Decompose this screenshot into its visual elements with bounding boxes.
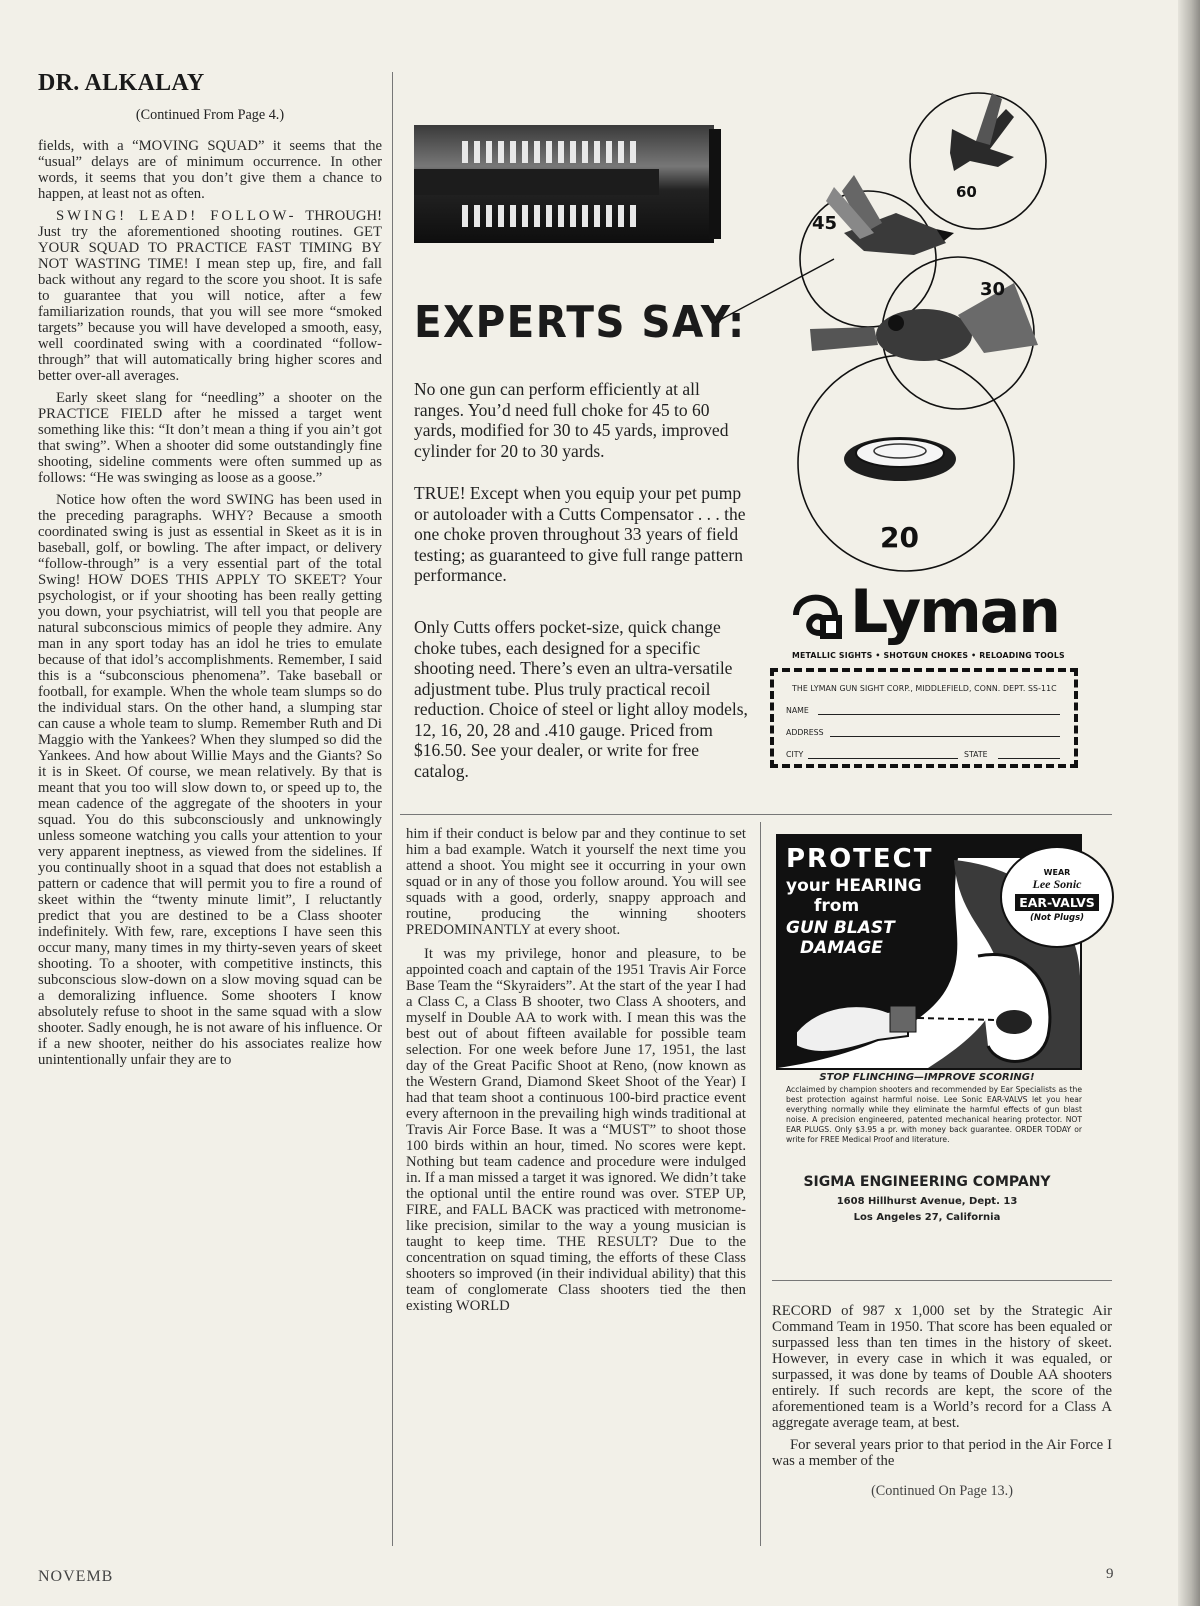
column-divider — [760, 822, 761, 1546]
coupon-name-field[interactable] — [818, 714, 1060, 715]
sigma-protect-heading — [786, 844, 934, 958]
pheasant-icon — [826, 175, 954, 255]
sigma-subhead: STOP FLINCHING—IMPROVE SCORING! — [819, 1072, 1035, 1083]
lyman-brand: Lyman — [850, 577, 1059, 647]
lyman-tagline: METALLIC SIGHTS • SHOTGUN CHOKES • RELOADING TOOLS — [792, 651, 1065, 660]
swing-rest-text: THROUGH! Just try the aforementioned shooting routines. GET YOUR SQUAD TO PRACTICE FAST TIMING BY NOT WASTING TIME! I mean step up, fire, and fall back without any regard to the score you shoot. It is safe to guarantee that you will notice, after a few familiarization rounds, that you will see more “smoked targets” because you will have developed a smooth, easy, well coordinated swing with a coordinated “follow-through” that will automatically bring higher scores and better over-all averages. — [38, 208, 382, 384]
duck-icon — [950, 93, 1014, 171]
sigma-ad-artwork — [776, 834, 1095, 1070]
sigma-address-line2: Los Angeles 27, California — [853, 1212, 1001, 1223]
coupon-name-label: NAME — [786, 706, 809, 715]
continued-from: (Continued From Page 4.) — [135, 107, 285, 123]
ear-valvs-badge — [1000, 846, 1114, 948]
article-paragraph — [38, 208, 382, 384]
footer-month: NOVEMB — [38, 1568, 114, 1585]
ad-bottom-rule — [772, 1280, 1112, 1281]
column-divider — [392, 72, 393, 1546]
coupon-address-field[interactable] — [830, 736, 1060, 737]
article-paragraph: For several years prior to that period in the Air Force I was a member of the — [772, 1437, 1112, 1469]
continued-on: (Continued On Page 13.) — [871, 1483, 1013, 1499]
range-circles-illustration — [714, 83, 1074, 583]
article-paragraph: RECORD of 987 x 1,000 set by the Strategic Air Command Team in 1950. That score has been equaled or surpassed less than ten times in the history of skeet. However, in every case in which it was equaled, or surpassed, it was done by teams of Double AA shooters entirely. If such records are kept, the score of the aforementioned team is a World’s record for a Class A aggregate average team, at best. — [772, 1303, 1112, 1431]
article-paragraph: fields, with a “MOVING SQUAD” it seems that the “usual” delays are of minimum occurrence. In other words, it seems that you don’t give them a chance to happen, at least not as often. — [38, 138, 382, 202]
page-binding-edge — [1178, 0, 1200, 1606]
range-label-60: 60 — [956, 183, 977, 201]
coupon-state-label: STATE — [964, 750, 988, 759]
cutts-compensator-ad — [414, 83, 1074, 813]
protect-text: PROTECT — [786, 844, 934, 874]
article-paragraph: Notice how often the word SWING has been used in the preceding paragraphs. WHY? Because a smooth coordinated swing is just as essential in Skeet as it is in baseball, golf, or bowling. The after impact, or delivery “follow-through” is a very essential part of the total Swing! HOW DOES THIS APPLY TO SKEET? Your psychologist, or if your shooting has been really getting you down, your psychiatrist, will tell you that people are natural subconscious mimics of people they admire. Any man in any sport today has an idol he tries to emulate because of that idol’s accomplishments. Remember, I said this is a “subconscious phenomena”. Take baseball or football, for example. When the whole team slumps so do the individual stars. On the other hand, a slumping star can cause a whole team to slump. Remember Ruth and Di Maggio with the Yankees? When they slumped so did the Yankees. And how about Willie Mays and the Giants? So it is in Skeet. Of course, we mean relatively. By that is meant that you too will slow down to, or speed up to, the mean cadence of the aggregate of the shooters in your squad. You do this subconsciously and unknowingly unless someone watching you calls your attention to your very apparent ineptness, as viewed from the sidelines. If you continually shoot in a squad that does not establish a pattern or cadence that will permit you to fire a round of skeet within the “twenty minute limit”, I reluctantly predict that you are destined to be a Class shooter indefinitely. With few, rare, exceptions I have seen this occur many, many times in my thirty-seven years of skeet shooting. To a shooter, with competitive instincts, this subconscious slow-down on a slow moving squad can be a demoralizing influence. Some shooters I know absolutely refuse to shoot in the same squad with a slow shooter. Sadly enough, he is not aware of his influence. Or if a new shooter, neither do his associates realize how unintentionally unfair they are to — [38, 492, 382, 1068]
article-column-right — [772, 1303, 1112, 1514]
mail-coupon[interactable] — [770, 668, 1082, 773]
badge-product: EAR-VALVS — [1015, 894, 1099, 911]
article-column-left — [38, 70, 382, 1068]
range-label-45: 45 — [812, 213, 838, 234]
coupon-state-field[interactable] — [998, 758, 1060, 759]
range-label-20: 20 — [880, 521, 919, 554]
badge-brand: Lee Sonic — [1032, 877, 1082, 891]
coupon-city-label: CITY — [786, 750, 804, 759]
ad-paragraph: No one gun can perform efficiently at all ranges. You’d need full choke for 45 to 60 yards, modified for 30 to 45 yards, improved cylinder for 20 to 30 yards. — [414, 379, 729, 461]
your-hearing-text: your HEARING — [786, 876, 922, 896]
gun-blast-text: GUN BLAST — [786, 918, 895, 938]
coupon-address-label: ADDRESS — [786, 728, 824, 737]
sigma-body-text: Acclaimed by champion shooters and recommended by Ear Specialists as the best protection against harmful noise. Lee Sonic EAR-VALVS let you hear everything normally while they eliminate the harmful effects of gun blast noise. A precision engineered, patented mechanical hearing protector. NOT EAR PLUGS. Only $3.95 a pr. with money back guarantee. ORDER TODAY or write for FREE Medical Proof and literature. — [786, 1085, 1082, 1144]
swing-lead-text: SWING! LEAD! FOLLOW- — [56, 208, 297, 224]
lyman-logo — [790, 577, 1086, 649]
article-paragraph: him if their conduct is below par and they continue to set him a bad example. Watch it yourself the next time you attend a shoot. You might see it occurring in your own squad or in any of those you follow around. You will see squads with a good, orderly, snappy approach and routine, producing the winning shooters PREDOMINANTLY at every shoot. — [406, 826, 746, 938]
coupon-city-field[interactable] — [808, 758, 958, 759]
clay-target-icon — [844, 437, 956, 481]
ad-paragraph: TRUE! Except when you equip your pet pump or autoloader with a Cutts Compensator . . . the one choke proven throughout 33 years of field testing; as guaranteed to give full range pattern performance. — [414, 483, 746, 585]
ad-headline: EXPERTS SAY: — [414, 297, 746, 348]
sigma-company: SIGMA ENGINEERING COMPANY — [803, 1174, 1051, 1190]
damage-text: DAMAGE — [800, 938, 883, 958]
ad-paragraph: Only Cutts offers pocket-size, quick change choke tubes, each designed for a specific shooting need. There’s even an ultra-versatile adjustment tube. Plus truly practical recoil reduction. Choice of steel or light alloy models, 12, 16, 20, 28 and .410 gauge. Priced from $16.50. See your dealer, or write for free catalog. — [414, 617, 748, 781]
choke-tube-illustration — [414, 125, 734, 245]
article-column-middle — [406, 826, 746, 1314]
sigma-address-line1: 1608 Hillhurst Avenue, Dept. 13 — [836, 1196, 1018, 1207]
page-number: 9 — [1106, 1566, 1114, 1582]
badge-wear: WEAR — [1043, 868, 1071, 877]
coupon-border — [770, 668, 1078, 768]
article-title: DR. ALKALAY — [38, 70, 205, 96]
from-text: from — [814, 896, 860, 916]
article-paragraph: Early skeet slang for “needling” a shooter on the PRACTICE FIELD after he missed a target went something like this: “It don’t mean a thing if you ain’t got that swing”. When a shooter did some outstandingly fine shooting, sideline comments were often summed up as follows: “He was swinging as loose as a goose.” — [38, 390, 382, 486]
ram-head-icon — [790, 589, 848, 641]
coupon-header: THE LYMAN GUN SIGHT CORP., MIDDLEFIELD, CONN. DEPT. SS-11C — [792, 684, 1057, 693]
badge-note: (Not Plugs) — [1029, 913, 1085, 923]
article-paragraph: It was my privilege, honor and pleasure, to be appointed coach and captain of the 1951 Travis Air Force Base Team the “Skyraiders”. At the start of the year I had a Class C, a Class B shooter, two Class A shooters, and myself in Double AA to work with. I mean this was the best out of about fifteen available for possible team selection. For one week before June 17, 1951, the last day of the Great Pacific Shoot at Reno, (now known as the Western Grand, Diamond Skeet Shoot of the Year) I had that team shoot a continuous 100-bird practice event every afternoon in the prevailing high winds traditional at Travis Air Force Base. It was a “MUST” to shoot those 100 birds within an hour, timed. No scores were kept. Nothing but team cadence and procedure were indulged in. If a man missed a target it was ignored. We didn’t take the optional until the entire round was over. STEP UP, FIRE, and FALL BACK was practiced with metronome-like precision, similar to the way a young musician is taught to keep time. THE RESULT? Due to the concentration on squad timing, the efforts of these Class shooters so improved (in their individual ability) that this team of conglomerate Class shooters tied the then existing WORLD — [406, 946, 746, 1314]
ad-bottom-rule — [400, 814, 1112, 815]
range-label-30: 30 — [980, 279, 1006, 300]
